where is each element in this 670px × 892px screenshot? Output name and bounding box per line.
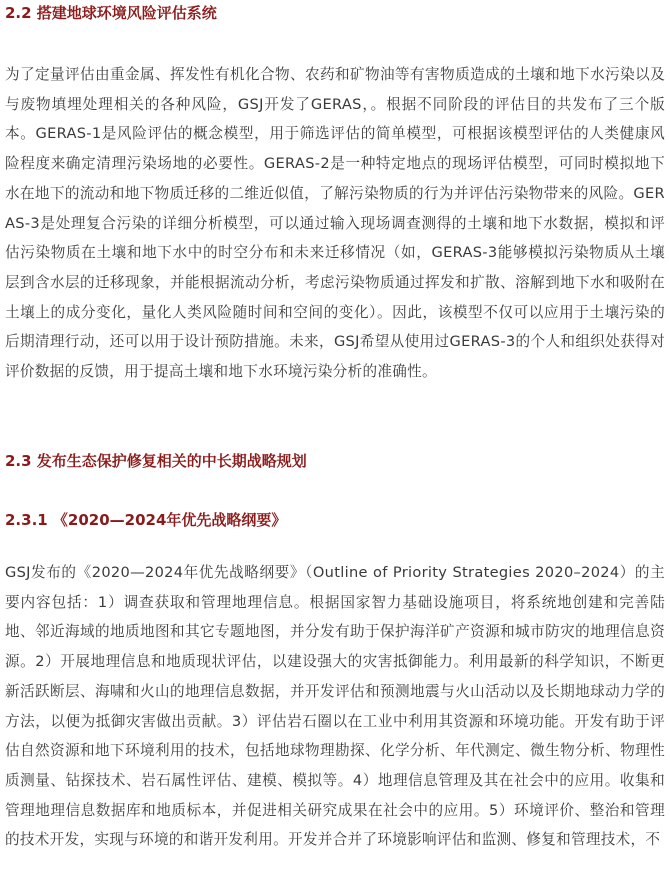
paragraph-geras: 为了定量评估由重金属、挥发性有机化合物、农药和矿物油等有害物质造成的土壤和地下水污染以及与废物填埋处理相关的各种风险，GSJ开发了GERAS，。根据不同阶段的评估目的共发布了三个版本。GERAS-1是风险评估的概念模型，用于筛选评估的简单模型，可根据该模型评估的人类健康风险程度来确定清理污染场地的必要性。GERAS-2是一种特定地点的现场评估模型，可同时模拟地下水在地下的流动和地下物质迁移的二维近似值，了解污染物质的行为并评估污染物带来的风险。GERAS-3是处理复合污染的详细分析模型，可以通过输入现场调查测得的土壤和地下水数据，模拟和评估污染物质在土壤和地下水中的时空分布和未来迁移情况（如，GERAS-3能够模拟污染物质从土壤层到含水层的迁移现象，并能根据流动分析，考虑污染物质通过挥发和扩散、溶解到地下水和吸附在土壤上的成分变化，量化人类风险随时间和空间的变化）。因此，该模型不仅可以应用于土壤污染的后期清理行动，还可以用于设计预防措施。未来，GSJ希望从使用过GERAS-3的个人和组织处获得对评价数据的反馈，用于提高土壤和地下水环境污染分析的准确性。	[5, 66, 665, 381]
section-heading-2-2: 2.2 搭建地球环境风险评估系统	[5, 4, 217, 22]
section-heading-2-3: 2.3 发布生态保护修复相关的中长期战略规划	[5, 452, 307, 470]
section-heading-2-3-1: 2.3.1 《2020—2024年优先战略纲要》	[5, 511, 287, 529]
paragraph-priority-strategies: GSJ发布的《2020—2024年优先战略纲要》（Outline of Priority Strategies 2020–2024）的主要内容包括：1）调查获取和管理地理信息。根据国家智力基础设施项目，将系统地创建和完善陆地、邻近海域的地质地图和其它专题地图，并分发有助于保护海洋矿产资源和城市防灾的地理信息资源。2）开展地理信息和地质现状评估，以建设强大的灾害抵御能力。利用最新的科学知识，不断更新活跃断层、海啸和火山的地理信息数据，并开发评估和预测地震与火山活动以及长期地球动力学的方法，以便为抵御灾害做出贡献。3）评估岩石圈以在工业中利用其资源和环境功能。开发有助于评估自然资源和地下环境利用的技术，包括地球物理勘探、化学分析、年代测定、微生物分析、物理性质测量、钻探技术、岩石属性评估、建模、模拟等。4）地理信息管理及其在社会中的应用。收集和管理地理信息数据库和地质标本，并促进相关研究成果在社会中的应用。5）环境评价、整治和管理的技术开发，实现与环境的和谐开发利用。开发并合并了环境影响评估和监测、修复和管理技术，不	[5, 564, 665, 849]
